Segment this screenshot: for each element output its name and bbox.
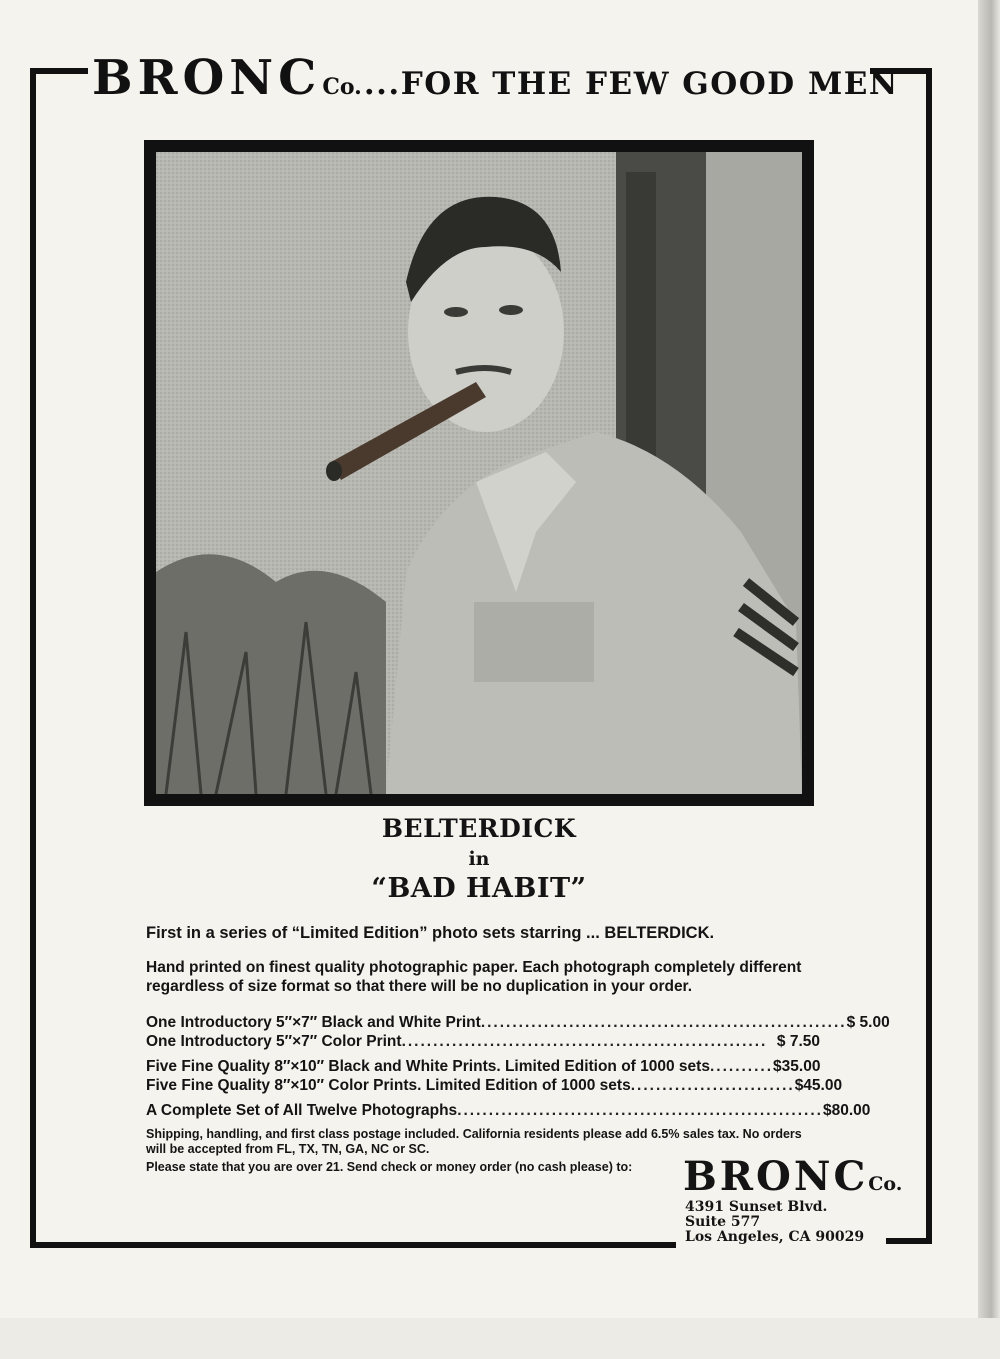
price-row: [146, 1014, 890, 1033]
portrait-photo: [156, 152, 802, 794]
title-connector: in: [468, 848, 490, 870]
price-amount: $ 7.50: [776, 1033, 820, 1050]
price-label: Five Fine Quality 8″×10″ Black and White Prints. Limited Edition of 1000 sets: [146, 1058, 710, 1075]
frame-top-left: [30, 68, 88, 74]
price-row: [146, 1058, 820, 1077]
model-name: BELTERDICK: [381, 814, 577, 843]
description-text: Hand printed on finest quality photographic paper. Each photograph completely different regardless of size format so that there will be no duplication in your order.: [146, 959, 802, 995]
price-label: A Complete Set of All Twelve Photographs: [146, 1102, 458, 1119]
leader-dots: ..........................................................: [480, 1014, 847, 1031]
price-amount: $80.00: [822, 1102, 871, 1119]
brand-name: BRONC: [92, 50, 322, 106]
leader-dots: ..........................................................: [401, 1033, 768, 1050]
leader-dots: ..........: [709, 1058, 774, 1075]
set-title: “BAD HABIT”: [371, 873, 587, 904]
portrait-illustration: [156, 152, 802, 794]
order-instructions: Please state that you are over 21. Send check or money order (no cash please) to:: [146, 1160, 633, 1174]
photo-frame: [144, 140, 814, 806]
frame-left: [30, 68, 36, 1248]
tagline: ...FOR THE FEW GOOD MEN: [363, 66, 899, 102]
shipping-note: Shipping, handling, and first class postage included. California residents please add 6.5% sales tax. No orders will be accepted from FL, TX, TN, GA, NC or SC.: [146, 1127, 802, 1156]
price-label: One Introductory 5″×7″ Black and White Print: [146, 1014, 481, 1031]
price-row: [146, 1102, 871, 1121]
price-row: [146, 1077, 843, 1096]
mailing-address: [683, 1153, 902, 1245]
page-edge-shadow: [978, 0, 1000, 1359]
leader-dots: ..........................................................: [457, 1102, 823, 1119]
address-suite: Suite 577: [685, 1214, 761, 1230]
price-row: [146, 1033, 820, 1052]
ad-header: [92, 50, 899, 106]
price-label: Five Fine Quality 8″×10″ Color Prints. Limited Edition of 1000 sets: [146, 1077, 631, 1094]
frame-bottom: [30, 1242, 676, 1248]
address-city: Los Angeles, CA 90029: [685, 1229, 865, 1245]
price-amount: $ 5.00: [846, 1014, 890, 1031]
address-brand-suffix: Co.: [868, 1173, 903, 1195]
price-amount: $45.00: [794, 1077, 843, 1094]
address-brand: [683, 1153, 902, 1200]
address-street: 4391 Sunset Blvd.: [685, 1199, 828, 1215]
leader-dots: ..........................: [630, 1077, 795, 1094]
intro-line: First in a series of “Limited Edition” photo sets starring ... BELTERDICK.: [146, 924, 715, 942]
frame-right: [926, 68, 932, 1243]
brand-suffix: Co.: [322, 74, 362, 100]
page-bottom-margin: [0, 1318, 1000, 1359]
address-brand-name: BRONC: [683, 1153, 869, 1200]
price-amount: $35.00: [773, 1058, 821, 1075]
price-list: [146, 1014, 890, 1121]
price-label: One Introductory 5″×7″ Color Print: [146, 1033, 402, 1050]
